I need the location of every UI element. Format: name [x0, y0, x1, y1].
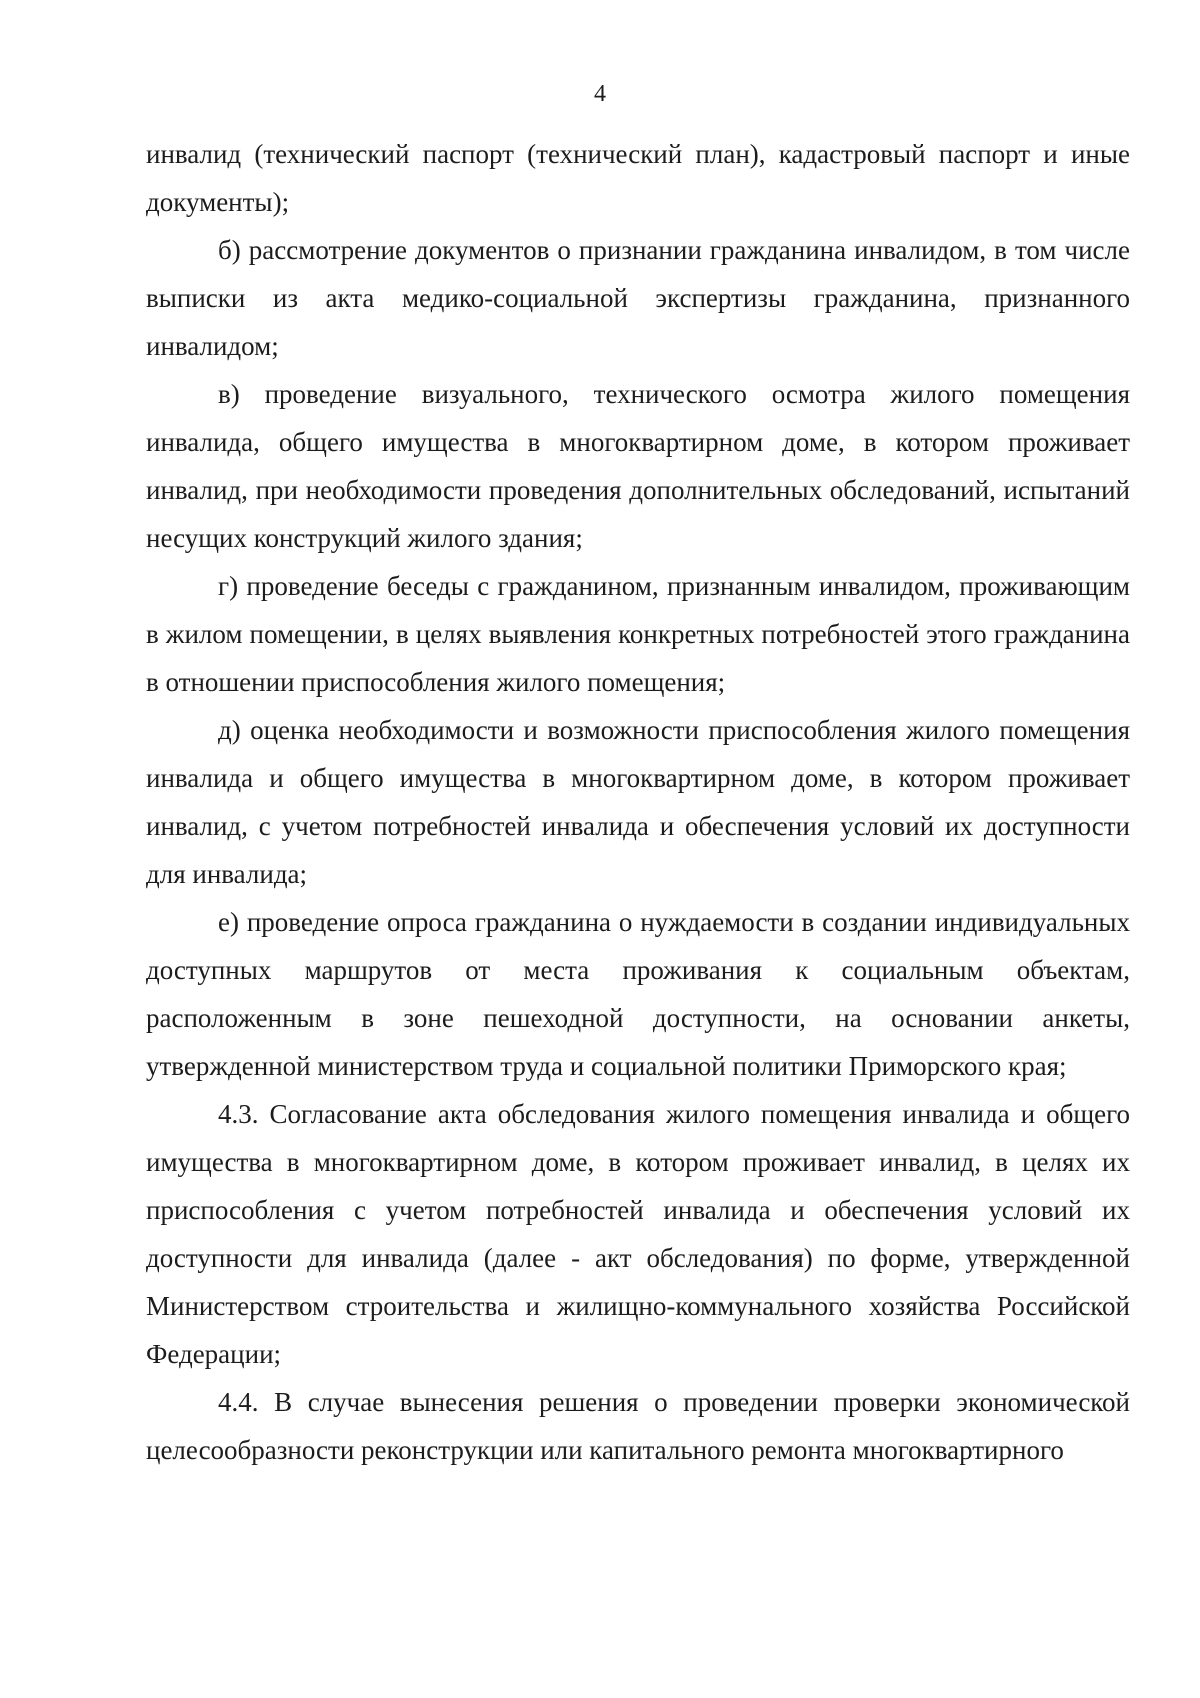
paragraph-item-v: в) проведение визуального, технического осмотра жилого помещения инвалида, общего имущества в многоквартирном доме, в котором проживает инвалид, при необходимости проведения дополнительных обследований, испытаний несущих конструкций жилого здания;: [146, 379, 1130, 553]
paragraph-item-e: е) проведение опроса гражданина о нуждаемости в создании индивидуальных доступных маршрутов от места проживания к социальным объектам, расположенным в зоне пешеходной доступности, на основании анкеты, утвержденной министерством труда и социальной политики Приморского края;: [146, 907, 1130, 1081]
paragraph-item-d: д) оценка необходимости и возможности приспособления жилого помещения инвалида и общего имущества в многоквартирном доме, в котором проживает инвалид, с учетом потребностей инвалида и обеспечения условий их доступности для инвалида;: [146, 715, 1130, 889]
paragraph-item-g: г) проведение беседы с гражданином, признанным инвалидом, проживающим в жилом помещении, в целях выявления конкретных потребностей этого гражданина в отношении приспособления жилого помещения;: [146, 571, 1130, 697]
paragraph-item-b: б) рассмотрение документов о признании гражданина инвалидом, в том числе выписки из акта медико-социальной экспертизы гражданина, признанного инвалидом;: [146, 235, 1130, 361]
document-body: [146, 130, 1130, 1474]
paragraph-section-4-4: 4.4. В случае вынесения решения о проведении проверки экономической целесообразности реконструкции или капитального ремонта многоквартирного: [146, 1387, 1130, 1465]
page-number: 4: [594, 81, 606, 107]
paragraph-section-4-3: 4.3. Согласование акта обследования жилого помещения инвалида и общего имущества в многоквартирном доме, в котором проживает инвалид, в целях их приспособления с учетом потребностей инвалида и обеспечения условий их доступности для инвалида (далее - акт обследования) по форме, утвержденной Министерством строительства и жилищно-коммунального хозяйства Российской Федерации;: [146, 1099, 1130, 1369]
paragraph-continuation: инвалид (технический паспорт (технический план), кадастровый паспорт и иные документы);: [146, 139, 1130, 217]
